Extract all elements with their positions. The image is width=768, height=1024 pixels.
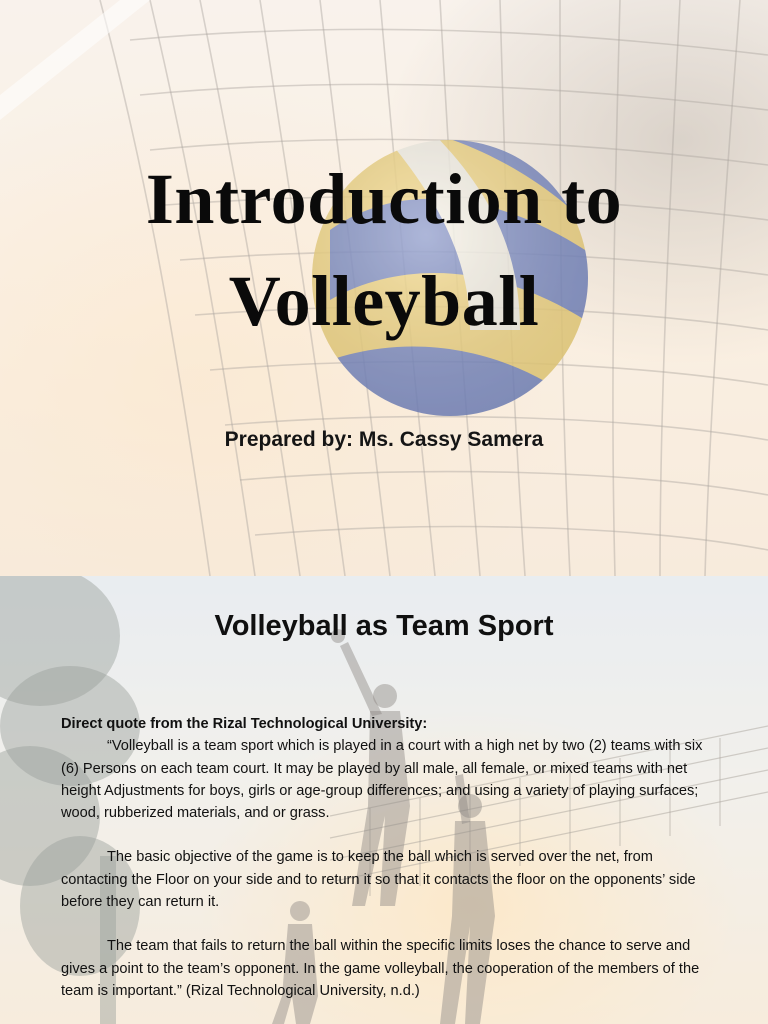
presenter-credit: Prepared by: Ms. Cassy Samera xyxy=(224,428,544,451)
slide-title: Volleyball as Team Sport xyxy=(214,610,554,642)
paragraph-spacer xyxy=(61,824,721,846)
title-line-1: Introduction to xyxy=(145,159,623,239)
content-slide xyxy=(0,576,768,1024)
slide-body xyxy=(61,713,721,1002)
quote-paragraph-3: The team that fails to return the ball within the specific limits loses the chance to serve and gives a point to the team’s opponent. In the game volleyball, the cooperation of the members of the team is important.” (Rizal Technological University, n.d.) xyxy=(61,938,700,999)
paragraph-spacer xyxy=(61,913,721,935)
quote-heading: Direct quote from the Rizal Technological University: xyxy=(61,716,428,732)
quote-paragraph-1: “Volleyball is a team sport which is played in a court with a high net by two (2) teams with six (6) Persons on each team court. It may be played by all male, all female, or mixed teams with net height Adjustments for boys, girls or age-group differences; and using a variety of playing surfaces; wood, rubberized materials, and or grass. xyxy=(61,738,703,822)
presentation-title xyxy=(0,148,768,352)
quote-paragraph-2: The basic objective of the game is to keep the ball which is served over the net, from contacting the Floor on your side and to return it so that it contacts the floor on the opponents’ side before they can return it. xyxy=(61,849,696,911)
title-line-2: Volleyball xyxy=(228,261,540,341)
